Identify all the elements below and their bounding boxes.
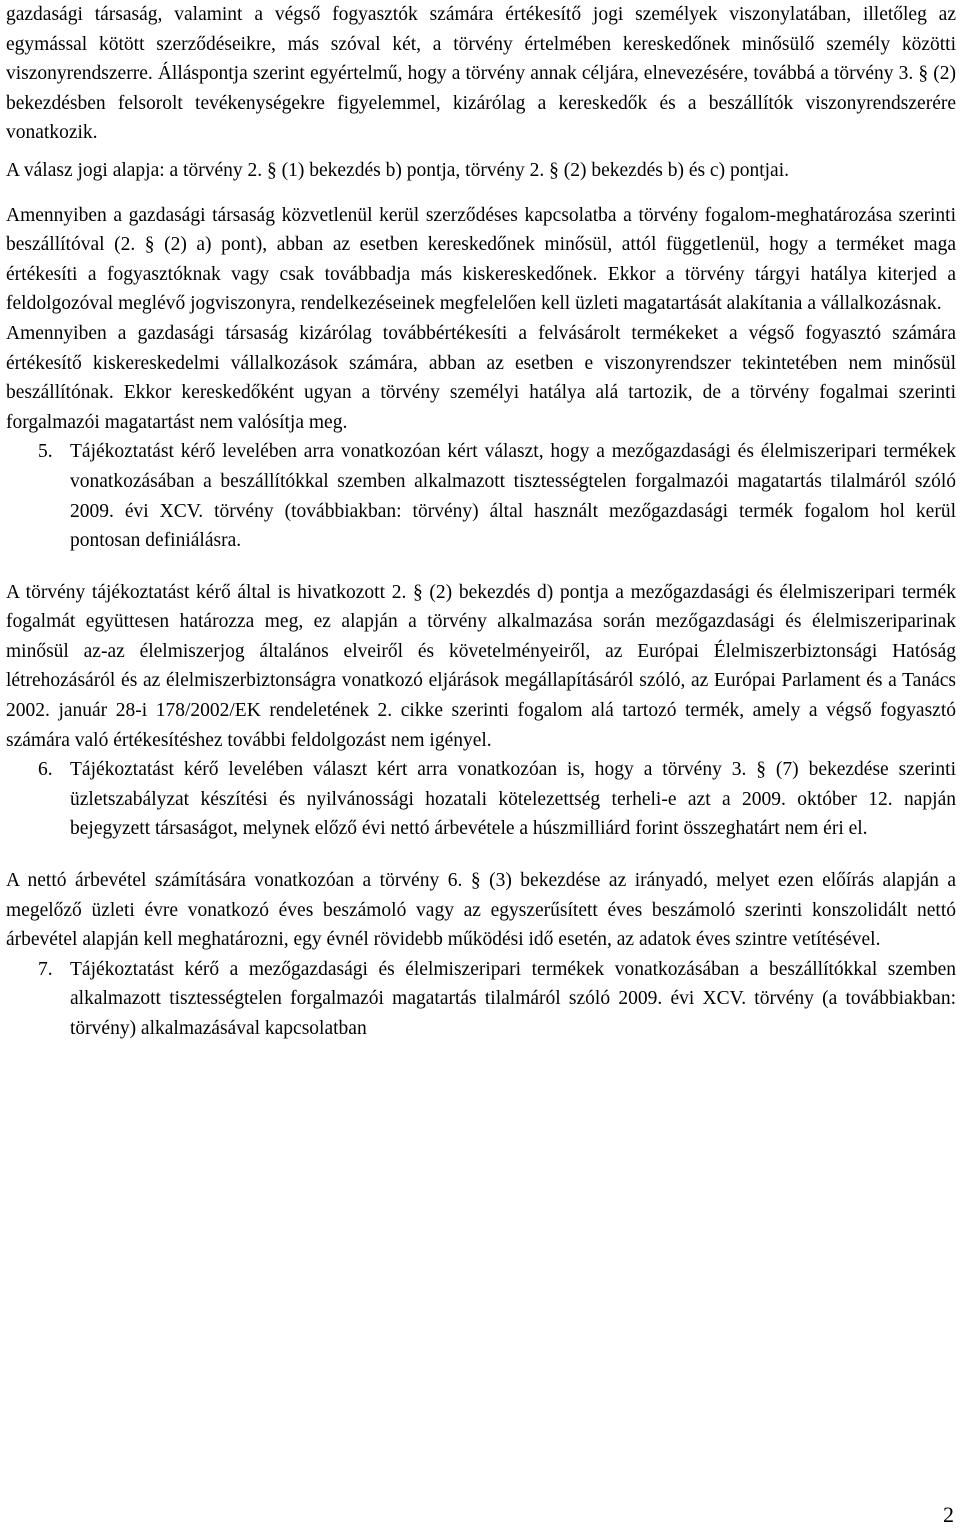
paragraph-direct-contract: Amennyiben a gazdasági társaság közvetlenül kerül szerződéses kapcsolatba a törvény fogalom-meghatározása szerinti beszállítóval (2. § (2) a) pont), abban az esetben kereskedőnek minősül, attól függetlenül, hogy a terméket maga értékesíti a fogyasztóknak vagy csak továbbadja más kiskereskedőnek. Ekkor a törvény tárgyi hatálya kiterjed a feldolgozóval meglévő jogviszonyra, rendelkezéseinek megfelelően kell üzleti magatartását alakítania a vállalkozásnak. — [6, 204, 956, 315]
list-number: 6. — [38, 759, 53, 781]
paragraph-intro: gazdasági társaság, valamint a végső fogyasztók számára értékesítő jogi személyek viszonylatában, illetőleg az egymással kötött szerződéseikre, más szóval két, a törvény értelmében kereskedőnek minősülő személy közötti viszonyrendszerre. Álláspontja szerint egyértelmű, hogy a törvény annak céljára, elnevezésére, továbbá a törvény 3. § (2) bekezdésben felsorolt tevékenységekre figyelemmel, kizárólag a kereskedők és a beszállítók viszonyrendszerére vonatkozik. — [6, 4, 956, 144]
paragraph-net-revenue: A nettó árbevétel számítására vonatkozóan a törvény 6. § (3) bekezdése az irányadó, melyet ezen előírás alapján a megelőző üzleti évre vonatkozó éves beszámoló vagy az egyszerűsített éves beszámoló szerinti konszolidált nettó árbevétel alapján kell meghatározni, egy évnél rövidebb működési idő esetén, az adatok éves szintre vetítésével. — [6, 870, 956, 951]
document-page — [6, 0, 956, 1044]
list-text: Tájékoztatást kérő levelében választ kért arra vonatkozóan is, hogy a törvény 3. § (7) bekezdése szerinti üzletszabályzat készítési és nyilvánossági hozatali kötelezettség terheli-e azt a 2009. október 12. napján bejegyzett társaságot, melynek előző évi nettó árbevétele a húszmilliárd forint összeghatárt nem éri el. — [70, 759, 956, 840]
list-number: 5. — [38, 441, 53, 463]
list-text: Tájékoztatást kérő levelében arra vonatkozóan kért választ, hogy a mezőgazdasági és élelmiszeripari termékek vonatkozásában a beszállítókkal szemben alkalmazott tisztességtelen forgalmazói magatartás tilalmáról szóló 2009. évi XCV. törvény (továbbiakban: törvény) által használt mezőgazdasági termék fogalom hol kerül pontosan definiálásra. — [70, 441, 956, 552]
list-item-5 — [6, 437, 956, 555]
list-text: Tájékoztatást kérő a mezőgazdasági és élelmiszeripari termékek vonatkozásában a beszállítókkal szemben alkalmazott tisztességtelen forgalmazói magatartás tilalmáról szóló 2009. évi XCV. törvény (a továbbiakban: törvény) alkalmazásával kapcsolatban — [70, 958, 956, 1039]
list-item-7 — [6, 955, 956, 1044]
page-number: 2 — [943, 1502, 954, 1527]
paragraph-definition: A törvény tájékoztatást kérő által is hivatkozott 2. § (2) bekezdés d) pontja a mezőgazdasági és élelmiszeripari termék fogalmát együttesen határozza meg, ez alapján a törvény alkalmazása során mezőgazdasági és élelmiszeriparinak minősül az-az élelmiszerjog általános elveiről és követelményeiről, az Európai Élelmiszerbiztonsági Hatóság létrehozásáról és az élelmiszerbiztonságra vonatkozó eljárások megállapításáról szóló, az Európai Parlament és a Tanács 2002. január 28-i 178/2002/EK rendeletének 2. cikke szerinti fogalom alá tartozó termék, amely a végső fogyasztó számára való értékesítéshez további feldolgozást nem igényel. — [6, 581, 956, 751]
paragraph-legal-basis: A válasz jogi alapja: a törvény 2. § (1) bekezdés b) pontja, törvény 2. § (2) bekezdés b) és c) pontjai. — [6, 159, 789, 181]
paragraph-resale-only: Amennyiben a gazdasági társaság kizárólag továbbértékesíti a felvásárolt termékeket a végső fogyasztó számára értékesítő kiskereskedelmi vállalkozások számára, abban az esetben e viszonyrendszer tekintetében nem minősül beszállítónak. Ekkor kereskedőként ugyan a törvény személyi hatálya alá tartozik, de a törvény fogalmai szerinti forgalmazói magatartást nem valósítja meg. — [6, 322, 956, 433]
list-item-6 — [6, 755, 956, 844]
list-number: 7. — [38, 958, 53, 980]
